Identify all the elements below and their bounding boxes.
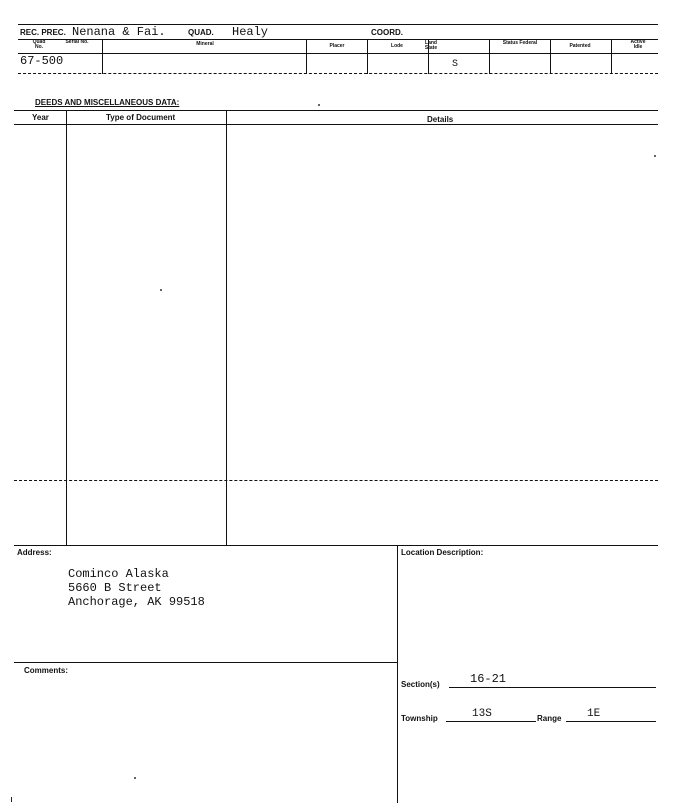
- sections-value: 16-21: [470, 672, 507, 686]
- divider: [611, 39, 612, 74]
- township-underline: [446, 721, 536, 722]
- address-label: Address:: [17, 548, 52, 557]
- divider: [102, 39, 103, 74]
- township-value: 13S: [472, 708, 492, 720]
- lower-vertical-divider: [397, 545, 398, 803]
- rec-prec-label: REC. PREC.: [20, 28, 66, 37]
- divider: [489, 39, 490, 74]
- col-active-idle: Active Idle: [630, 39, 646, 50]
- deeds-title: DEEDS AND MISCELLANEOUS DATA:: [35, 98, 180, 107]
- comments-label: Comments:: [24, 666, 69, 675]
- range-underline: [566, 721, 656, 722]
- col-quad-no: Quad No.: [32, 39, 46, 50]
- col-land-state: Land State: [424, 40, 438, 51]
- deeds-top-rule: [14, 110, 658, 111]
- speck: [160, 289, 162, 291]
- rec-prec-value: Nenana & Fai.: [72, 25, 166, 39]
- col-type-of-document: Type of Document: [106, 113, 176, 122]
- divider: [367, 39, 368, 74]
- address-line-2: 5660 B Street: [68, 581, 162, 595]
- record-row-rule: [18, 73, 658, 74]
- speck: [134, 777, 136, 779]
- land-state-value: S: [452, 59, 459, 70]
- quad-serial-value: 67-500: [20, 54, 64, 68]
- column-header-rule: [18, 53, 658, 54]
- divider: [428, 39, 429, 74]
- location-description-label: Location Description:: [401, 548, 484, 557]
- address-line-3: Anchorage, AK 99518: [68, 595, 205, 609]
- range-value: 1E: [587, 708, 601, 720]
- deeds-dashed-rule: [14, 480, 658, 481]
- col-lode: Lode: [391, 43, 403, 49]
- comments-rule: [14, 662, 397, 663]
- deeds-bottom-rule: [14, 545, 658, 546]
- divider: [550, 39, 551, 74]
- address-line-1: Cominco Alaska: [68, 567, 169, 581]
- deeds-header-rule: [14, 124, 658, 125]
- quad-value: Healy: [232, 25, 269, 39]
- township-label: Township: [401, 714, 438, 723]
- col-serial-no: Serial No.: [65, 39, 89, 45]
- speck: [318, 104, 320, 106]
- col-placer: Placer: [329, 43, 345, 49]
- sections-underline: [449, 687, 656, 688]
- quad-label: QUAD.: [188, 28, 214, 37]
- header-rule: [18, 39, 658, 40]
- speck: [11, 797, 12, 802]
- sections-label: Section(s): [401, 680, 440, 689]
- divider: [306, 39, 307, 74]
- col-status-federal: Status Federal: [502, 40, 538, 46]
- col-year: Year: [32, 113, 49, 122]
- col-details: Details: [427, 115, 454, 124]
- coord-label: COORD.: [371, 28, 403, 37]
- col-patented: Patented: [569, 43, 591, 49]
- speck: [654, 155, 656, 157]
- range-label: Range: [537, 714, 562, 723]
- col-mineral: Mineral: [196, 41, 214, 47]
